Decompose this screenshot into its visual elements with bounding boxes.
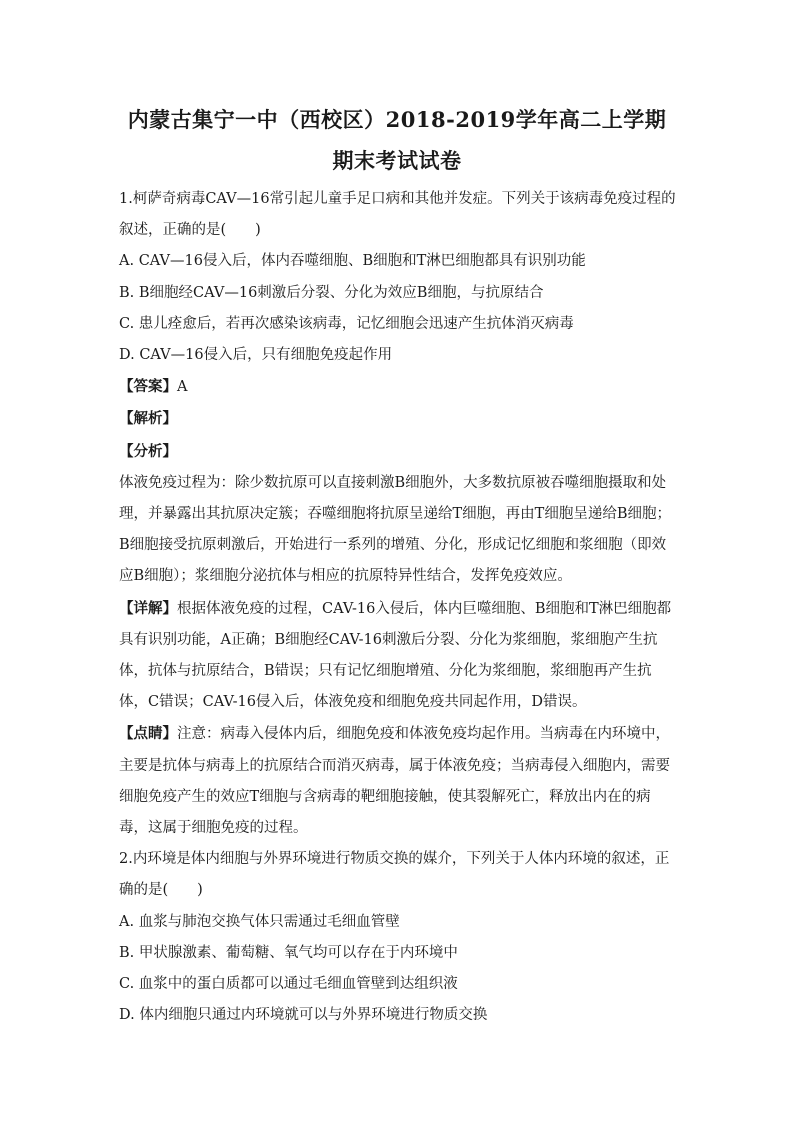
page-title: 内蒙古集宁一中（西校区）2018-2019学年高二上学期 [127,107,667,132]
detail-text: 根据体液免疫的过程，CAV-16入侵后，体内巨噬细胞、B细胞和T淋巴细胞都具有识别功能，A正确；B细胞经CAV-16刺激后分裂、分化为浆细胞，浆细胞产生抗体，抗体与抗原结合，B错误；只有记忆细胞增殖、分化为浆细胞，浆细胞再产生抗体，C错误；CAV-16侵入后，体液免疫和细胞免疫共同起作用，D错误。 [119,600,672,711]
answer-tag: 【答案】 [119,378,177,396]
fenxi-tag: 【分析】 [119,442,177,460]
analysis-line [119,403,679,435]
fenxi-text: 体液免疫过程为：除少数抗原可以直接刺激B细胞外，大多数抗原被吞噬细胞摄取和处理，并暴露出其抗原决定簇；吞噬细胞将抗原呈递给T细胞，再由T细胞呈递给B细胞；B细胞接受抗原刺激后，开始进行一系列的增殖、分化，形成记忆细胞和浆细胞（即效应B细胞）；浆细胞分泌抗体与相应的抗原特异性结合，发挥免疫效应。 [119,474,671,585]
question-1-option-a: A. CAV—16侵入后，体内吞噬细胞、B细胞和T淋巴细胞都具有识别功能 [119,253,586,270]
question-1-stem: 1.柯萨奇病毒CAV—16常引起儿童手足口病和其他并发症。下列关于该病毒免疫过程的叙述，正确的是( ) [119,191,676,239]
question-2-option-a: A. 血浆与肺泡交换气体只需通过毛细血管壁 [119,913,400,930]
detail-tag: 【详解】 [119,599,177,617]
question-2-option-d: D. 体内细胞只通过内环境就可以与外界环境进行物质交换 [119,1007,488,1024]
question-1-option-c: C. 患儿痊愈后，若再次感染该病毒，记忆细胞会迅速产生抗体消灭病毒 [119,315,574,332]
question-2-stem: 2.内环境是体内细胞与外界环境进行物质交换的媒介，下列关于人体内环境的叙述，正确的是( ) [119,851,670,899]
analysis-tag: 【解析】 [119,410,177,428]
exam-content [119,184,679,1031]
comment-tag: 【点睛】 [119,725,177,743]
answer-value: A [177,379,188,396]
question-2-option-c: C. 血浆中的蛋白质都可以通过毛细血管壁到达组织液 [119,976,458,993]
page-subtitle: 期末考试试卷 [332,148,462,173]
question-1-option-b: B. B细胞经CAV—16刺激后分裂、分化为效应B细胞，与抗原结合 [119,284,544,301]
detail-paragraph [119,593,679,719]
fenxi-line [119,436,679,468]
comment-text: 注意：病毒入侵体内后，细胞免疫和体液免疫均起作用。当病毒在内环境中，主要是抗体与病毒上的抗原结合而消灭病毒，属于体液免疫；当病毒侵入细胞内，需要细胞免疫产生的效应T细胞与含病毒的靶细胞接触，使其裂解死亡，释放出内在的病毒，这属于细胞免疫的过程。 [119,726,670,837]
answer-line [119,371,679,403]
question-2-option-b: B. 甲状腺激素、葡萄糖、氧气均可以存在于内环境中 [119,944,458,961]
comment-paragraph [119,718,679,844]
question-1-option-d: D. CAV—16侵入后，只有细胞免疫起作用 [119,347,393,364]
